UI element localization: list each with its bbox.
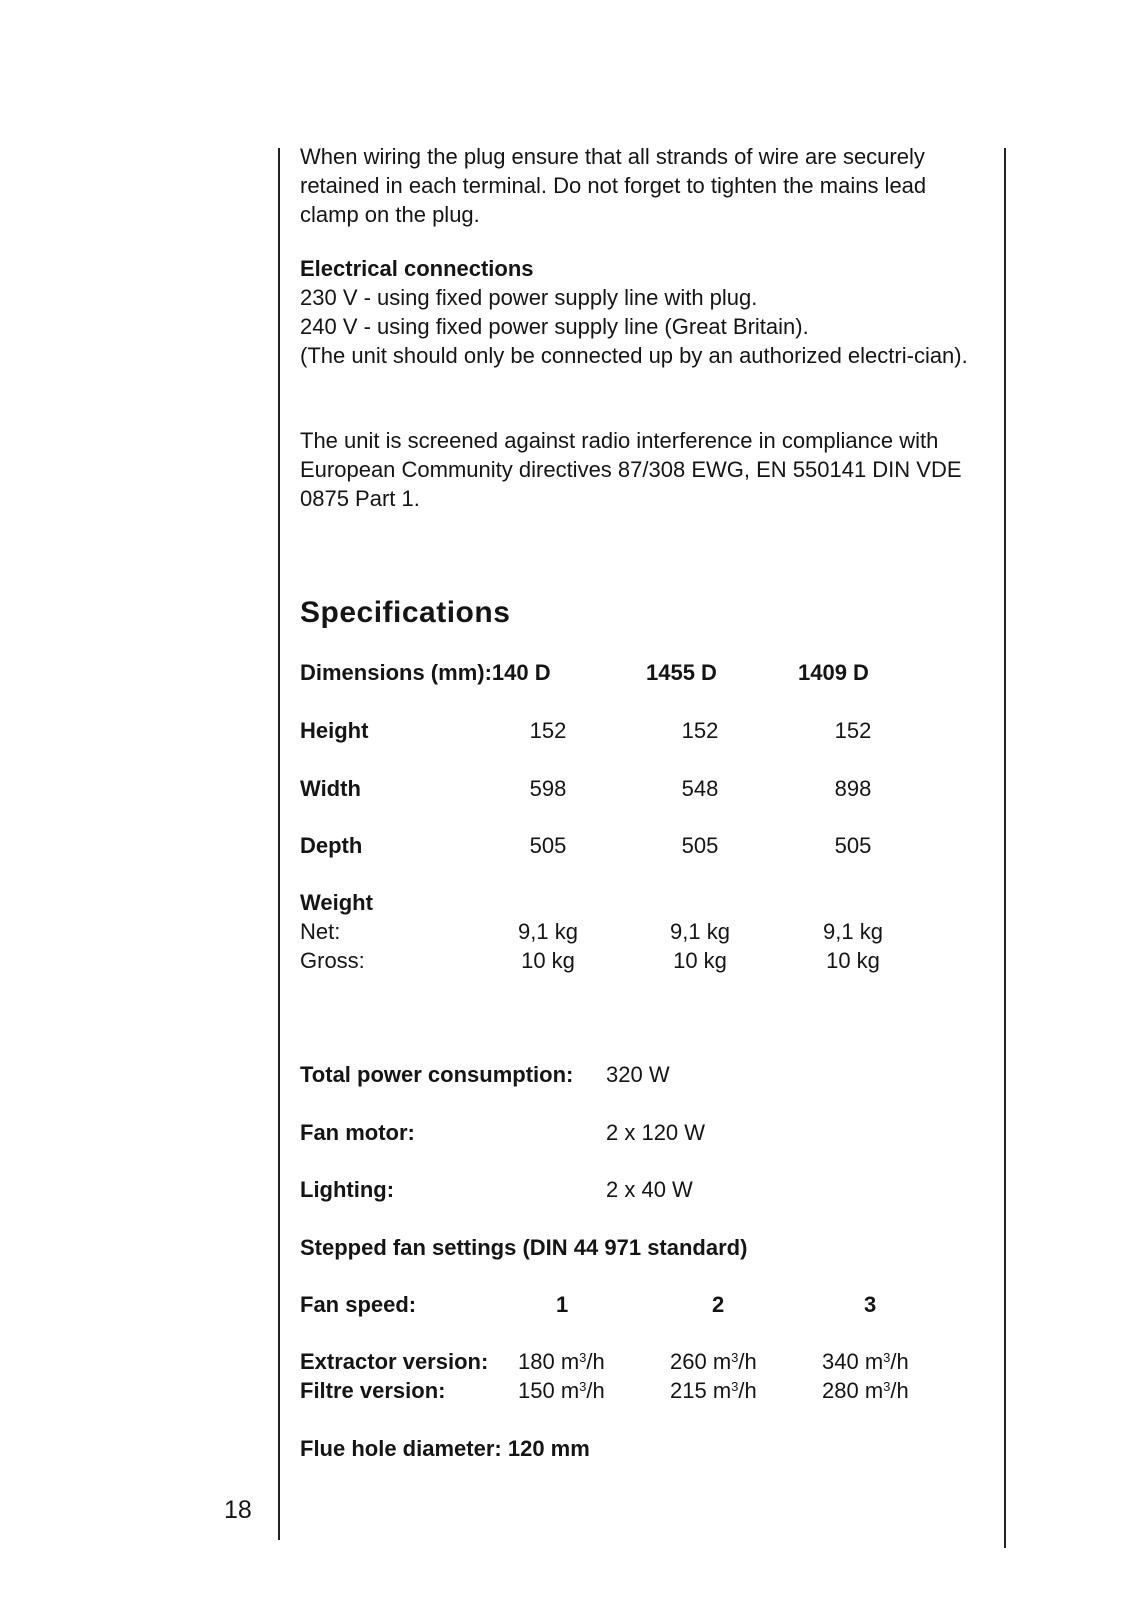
wiring-paragraph: When wiring the plug ensure that all strands of wire are securely retained in each terminal. Do not forget to tighten the mains lead clamp on the plug. [300,144,927,227]
flow-unit-sup: 3 [883,1379,891,1394]
extractor-value-1 [518,1347,605,1376]
flow-unit-suffix: /h [586,1349,605,1374]
electrical-note: (The unit should only be connected up by an authorized electri-cian). [300,343,968,368]
total-power-label: Total power consumption: [300,1062,574,1087]
fan-speed-2: 2 [712,1292,725,1317]
flue-label: Flue hole diameter: [300,1436,502,1461]
weight-label: Weight [300,890,373,915]
lighting-label: Lighting: [300,1177,395,1202]
lighting-value: 2 x 40 W [606,1177,693,1202]
fan-speed-1: 1 [556,1292,569,1317]
width-value-2: 548 [681,776,719,801]
flow-unit-sup: 3 [579,1350,587,1365]
weight-net-label: Net: [300,919,341,944]
weight-net-value-1: 9,1 kg [518,919,578,944]
depth-value-1: 505 [529,833,567,858]
weight-gross-value-2: 10 kg [673,948,727,973]
dimensions-label: Dimensions (mm): [300,660,492,685]
flow-unit: m [560,1349,580,1374]
model-2-label: 1455 D [646,660,717,685]
height-label: Height [300,718,369,743]
filtre-value-1 [518,1376,605,1405]
stepped-fan-heading: Stepped fan settings (DIN 44 971 standard) [300,1235,748,1260]
flow-unit-sup: 3 [731,1350,739,1365]
flow-unit-sup: 3 [579,1379,587,1394]
extractor-value-2-number: 260 [670,1349,707,1374]
screening-paragraph: The unit is screened against radio interference in compliance with European Community directives 87/308 EWG, EN 550141 DIN VDE 0875 Part 1. [300,428,962,511]
flow-unit-suffix: /h [890,1378,909,1403]
depth-value-3: 505 [834,833,872,858]
flue-row [300,1434,590,1463]
flow-unit-suffix: /h [586,1378,605,1403]
flow-unit-suffix: /h [890,1349,909,1374]
flow-unit: m [864,1349,884,1374]
flow-unit-sup: 3 [731,1379,739,1394]
specifications-heading: Specifications [300,596,511,629]
extractor-value-2 [670,1347,757,1376]
height-value-1: 152 [529,718,567,743]
model-1-label: 140 D [491,660,551,685]
extractor-value-3 [822,1347,909,1376]
weight-net-value-3: 9,1 kg [823,919,883,944]
total-power-value: 320 W [606,1062,670,1087]
extractor-label: Extractor version: [300,1349,489,1374]
filtre-value-2 [670,1376,757,1405]
flow-unit: m [712,1349,732,1374]
width-label: Width [300,776,361,801]
flow-unit: m [712,1378,732,1403]
electrical-section [300,254,990,370]
flow-unit: m [560,1378,580,1403]
fan-speed-label: Fan speed: [300,1292,417,1317]
filtre-value-1-number: 150 [518,1378,555,1403]
filtre-value-2-number: 215 [670,1378,707,1403]
fan-speed-3: 3 [864,1292,877,1317]
electrical-line-230: 230 V - using fixed power supply line with plug. [300,285,758,310]
electrical-heading: Electrical connections [300,256,534,281]
height-value-3: 152 [834,718,872,743]
flow-unit-suffix: /h [738,1349,757,1374]
extractor-value-3-number: 340 [822,1349,859,1374]
flow-unit-suffix: /h [738,1378,757,1403]
dimensions-header [300,658,551,687]
width-value-3: 898 [834,776,872,801]
right-margin-rule [1004,148,1006,1548]
weight-gross-label: Gross: [300,948,365,973]
filtre-label: Filtre version: [300,1378,446,1403]
flue-value: 120 mm [507,1436,590,1461]
flow-unit-sup: 3 [883,1350,891,1365]
filtre-value-3 [822,1376,909,1405]
weight-gross-value-3: 10 kg [826,948,880,973]
electrical-line-240: 240 V - using fixed power supply line (Great Britain). [300,314,809,339]
depth-value-2: 505 [681,833,719,858]
model-3-label: 1409 D [798,660,869,685]
weight-gross-value-1: 10 kg [521,948,575,973]
page-number: 18 [224,1496,252,1524]
fan-motor-label: Fan motor: [300,1120,415,1145]
flow-unit: m [864,1378,884,1403]
filtre-value-3-number: 280 [822,1378,859,1403]
left-margin-rule [278,148,280,1540]
depth-label: Depth [300,833,363,858]
fan-motor-value: 2 x 120 W [606,1120,706,1145]
width-value-1: 598 [529,776,567,801]
weight-net-value-2: 9,1 kg [670,919,730,944]
height-value-2: 152 [681,718,719,743]
extractor-value-1-number: 180 [518,1349,555,1374]
